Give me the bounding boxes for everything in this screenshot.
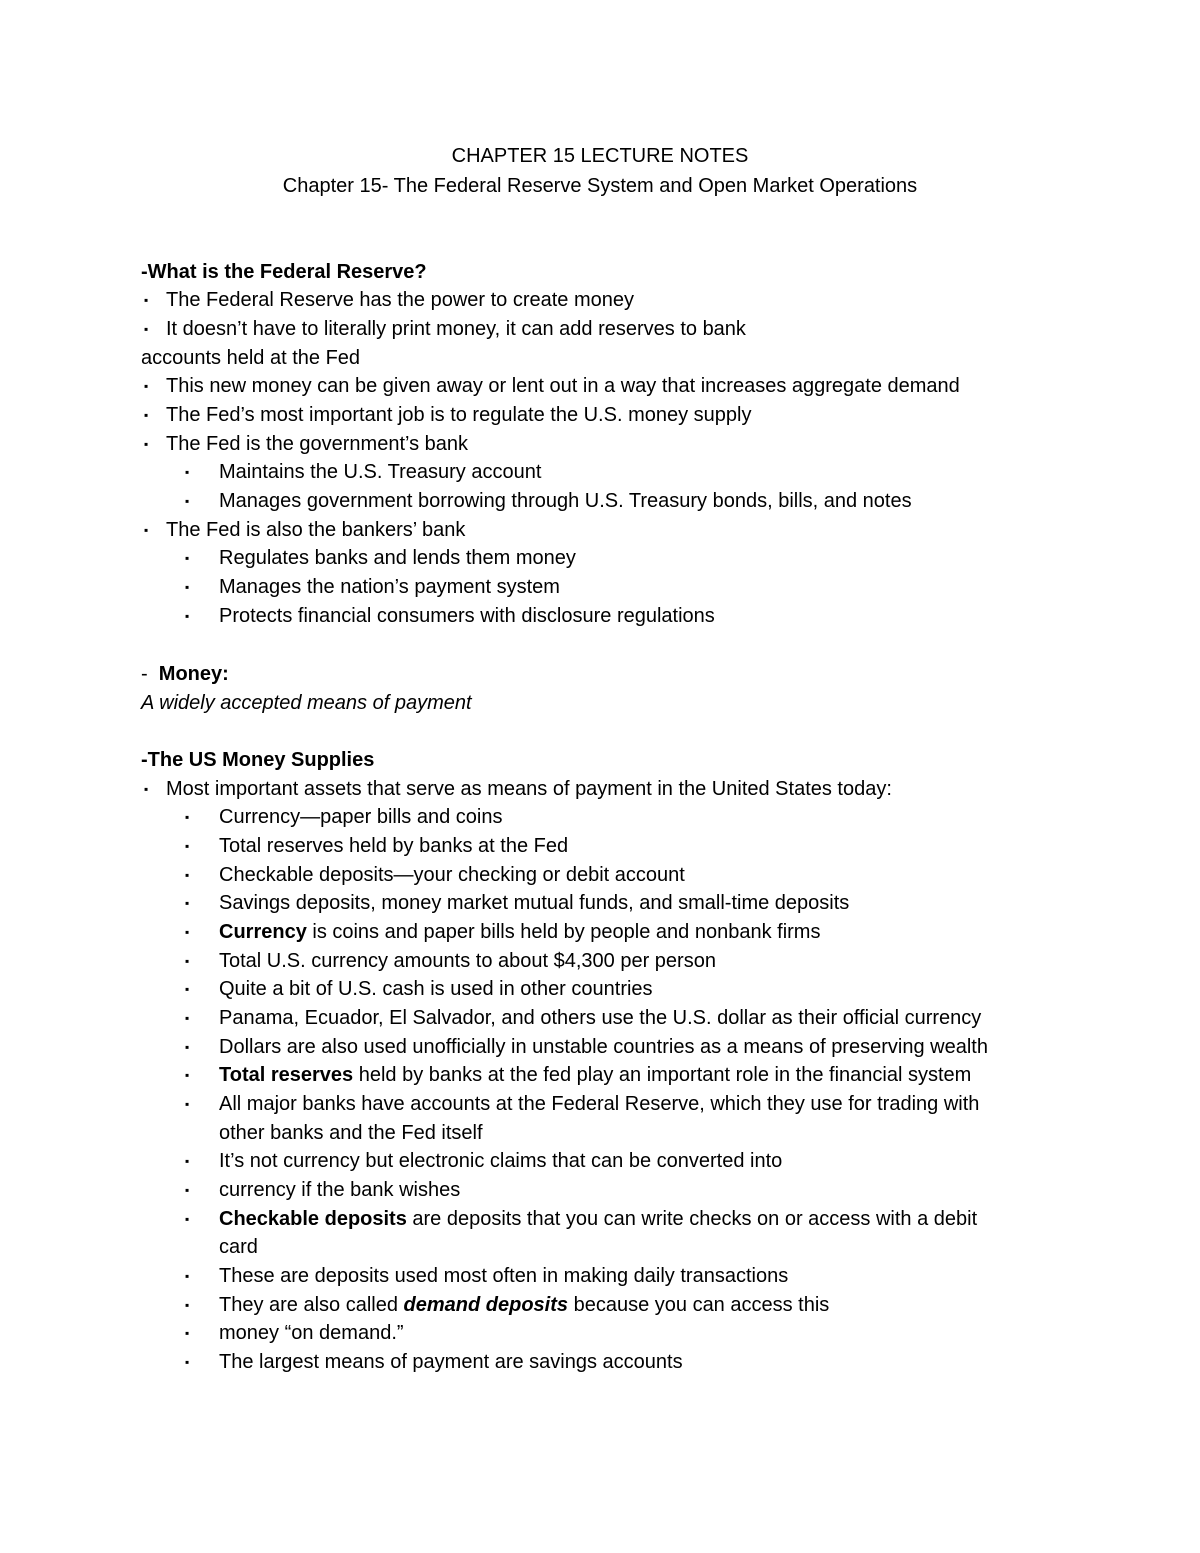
bullet-icon: ▪ — [185, 1212, 190, 1226]
sub-list-item: It’s not currency but electronic claims that can be converted into — [219, 1150, 783, 1172]
bullet-icon: ▪ — [185, 1355, 190, 1369]
bullet-icon: ▪ — [185, 1183, 190, 1197]
document-subtitle: Chapter 15- The Federal Reserve System and Open Market Operations — [282, 175, 918, 197]
sub-list-item: Manages the nation’s payment system — [219, 576, 560, 598]
bullet-icon: ▪ — [185, 1068, 190, 1082]
sub-list-item: Regulates banks and lends them money — [219, 547, 576, 569]
money-heading: Money: — [158, 663, 229, 685]
sub-list-item — [219, 1205, 977, 1233]
bullet-icon: ▪ — [144, 437, 149, 451]
bullet-icon: ▪ — [185, 494, 190, 508]
sub-list-item: Checkable deposits—your checking or debit account — [219, 864, 685, 886]
bullet-icon: ▪ — [185, 580, 190, 594]
bullet-icon: ▪ — [185, 551, 190, 565]
reserves-term: Total reserves — [219, 1064, 354, 1086]
bullet-icon: ▪ — [185, 1298, 190, 1312]
sub-list-item: Panama, Ecuador, El Salvador, and others use the U.S. dollar as their official currency — [219, 1007, 982, 1029]
list-item: The Fed is the government’s bank — [166, 433, 469, 455]
list-item: The Fed is also the bankers’ bank — [166, 519, 466, 541]
bullet-icon: ▪ — [185, 982, 190, 996]
sub-list-item-continuation: card — [219, 1236, 258, 1258]
sub-list-item — [219, 1291, 829, 1319]
bullet-icon: ▪ — [144, 379, 149, 393]
sub-list-item: These are deposits used most often in making daily transactions — [219, 1265, 789, 1287]
bullet-icon: ▪ — [144, 523, 149, 537]
bullet-icon: ▪ — [185, 1011, 190, 1025]
currency-definition: is coins and paper bills held by people and nonbank firms — [306, 921, 821, 943]
list-item: This new money can be given away or lent out in a way that increases aggregate demand — [166, 375, 960, 397]
bullet-icon: ▪ — [185, 868, 190, 882]
demand-term: demand deposits — [403, 1294, 569, 1316]
bullet-icon: ▪ — [185, 925, 190, 939]
section-heading-fed: -What is the Federal Reserve? — [141, 261, 427, 283]
list-item: The Fed’s most important job is to regulate the U.S. money supply — [166, 404, 752, 426]
reserves-definition: held by banks at the fed play an important role in the financial system — [353, 1064, 972, 1086]
checkable-term: Checkable deposits — [219, 1208, 407, 1230]
sub-list-item-continuation: other banks and the Fed itself — [219, 1122, 483, 1144]
sub-list-item — [219, 918, 820, 946]
list-item: It doesn’t have to literally print money, it can add reserves to bank — [166, 318, 746, 340]
demand-suffix: because you can access this — [568, 1294, 830, 1316]
list-item-continuation: accounts held at the Fed — [141, 347, 361, 369]
sub-list-item: Total U.S. currency amounts to about $4,300 per person — [219, 950, 716, 972]
sub-list-item: currency if the bank wishes — [219, 1179, 461, 1201]
bullet-icon: ▪ — [144, 408, 149, 422]
sub-list-item: The largest means of payment are savings accounts — [219, 1351, 683, 1373]
checkable-definition: are deposits that you can write checks on or access with a debit — [406, 1208, 978, 1230]
bullet-icon: ▪ — [185, 1269, 190, 1283]
money-definition: A widely accepted means of payment — [141, 692, 472, 714]
bullet-icon: ▪ — [185, 896, 190, 910]
sub-list-item: Protects financial consumers with disclosure regulations — [219, 605, 715, 627]
bullet-icon: ▪ — [185, 1097, 190, 1111]
money-dash: - — [141, 663, 148, 685]
bullet-icon: ▪ — [185, 810, 190, 824]
sub-list-item: money “on demand.” — [219, 1322, 404, 1344]
document-title: CHAPTER 15 LECTURE NOTES — [451, 145, 749, 167]
money-heading-line — [141, 660, 229, 688]
sub-list-item: Maintains the U.S. Treasury account — [219, 461, 542, 483]
list-item: The Federal Reserve has the power to create money — [166, 289, 635, 311]
demand-prefix: They are also called — [219, 1294, 404, 1316]
bullet-icon: ▪ — [185, 465, 190, 479]
sub-list-item: Quite a bit of U.S. cash is used in other countries — [219, 978, 653, 1000]
bullet-icon: ▪ — [144, 293, 149, 307]
section-heading-supplies: -The US Money Supplies — [141, 749, 375, 771]
sub-list-item: Currency—paper bills and coins — [219, 806, 503, 828]
bullet-icon: ▪ — [144, 322, 149, 336]
bullet-icon: ▪ — [185, 954, 190, 968]
bullet-icon: ▪ — [185, 609, 190, 623]
sub-list-item: Total reserves held by banks at the Fed — [219, 835, 569, 857]
sub-list-item — [219, 1061, 971, 1089]
bullet-icon: ▪ — [185, 1040, 190, 1054]
currency-term: Currency — [219, 921, 307, 943]
sub-list-item: Savings deposits, money market mutual funds, and small-time deposits — [219, 892, 850, 914]
list-item: Most important assets that serve as means of payment in the United States today: — [166, 778, 892, 800]
bullet-icon: ▪ — [185, 839, 190, 853]
bullet-icon: ▪ — [144, 782, 149, 796]
sub-list-item: Dollars are also used unofficially in unstable countries as a means of preserving wealth — [219, 1036, 988, 1058]
sub-list-item: Manages government borrowing through U.S. Treasury bonds, bills, and notes — [219, 490, 912, 512]
bullet-icon: ▪ — [185, 1154, 190, 1168]
bullet-icon: ▪ — [185, 1326, 190, 1340]
sub-list-item: All major banks have accounts at the Federal Reserve, which they use for trading with — [219, 1093, 980, 1115]
